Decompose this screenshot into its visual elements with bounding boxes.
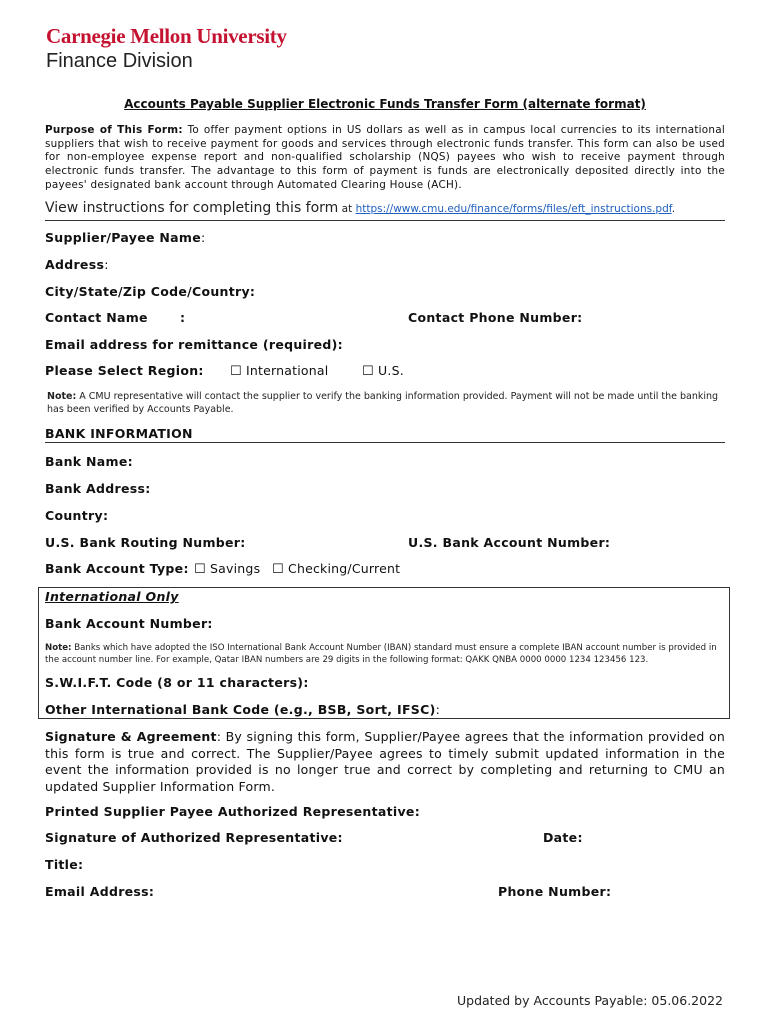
account-type-label: Bank Account Type: (45, 561, 189, 576)
signature-field[interactable]: Signature of Authorized Representative: (45, 830, 343, 845)
supplier-payee-name-field[interactable]: Supplier/Payee Name: (45, 230, 206, 245)
us-account-number-field[interactable]: U.S. Bank Account Number: (408, 535, 611, 550)
email-remittance-field[interactable]: Email address for remittance (required): (45, 337, 343, 352)
savings-checkbox[interactable]: ☐ Savings (194, 561, 261, 577)
swift-code-field[interactable]: S.W.I.F.T. Code (8 or 11 characters): (45, 675, 309, 690)
instructions-period: . (671, 203, 676, 215)
city-state-zip-field[interactable]: City/State/Zip Code/Country: (45, 284, 256, 299)
bank-info-divider (45, 442, 725, 443)
phone-number-field[interactable]: Phone Number: (498, 884, 612, 899)
bank-info-heading: BANK INFORMATION (45, 426, 193, 441)
iban-note: Note: Banks which have adopted the ISO International Bank Account Number (IBAN) standard must ensure a complete IBAN account number is provided in the account number line. For example, Qatar IBAN numbers are 29 digits in the following format: QAKK QNBA 0000 0000 1234 123456 123. (45, 643, 717, 665)
purpose-text: To offer payment options in US dollars as well as in campus local currencies to its international suppliers that wish to receive payment for goods and services through electronic funds transfer. This form can also be used for non-employee expense report and non-qualified scholarship (NQS) payees who wish to receive payment through electronic funds transfer. The advantage to this form of payment is funds are electronically deposited directly into the payees' designated bank account through Automated Clearing House (ACH). (45, 124, 726, 191)
finance-division-label: Finance Division (46, 50, 193, 72)
signature-agreement-paragraph (45, 729, 725, 796)
updated-footer: Updated by Accounts Payable: 05.06.2022 (457, 993, 723, 1008)
checkbox-icon: ☐ (230, 364, 242, 379)
purpose-label: Purpose of This Form: (45, 124, 183, 136)
other-bank-code-field[interactable]: Other International Bank Code (e.g., BSB, Sort, IFSC): (45, 702, 441, 717)
date-field[interactable]: Date: (543, 830, 583, 845)
instructions-line (45, 200, 675, 216)
agreement-label: Signature & Agreement (45, 729, 217, 744)
agreement-text: : By signing this form, Supplier/Payee agrees that the information provided on this form is true and correct. The Supplier/Payee agrees to timely submit updated information in the event the information provided is no longer true and correct by completing and returning to CMU an updated Supplier Information Form. (45, 729, 726, 795)
instructions-link[interactable]: https://www.cmu.edu/finance/forms/files/eft_instructions.pdf (355, 203, 672, 215)
intl-account-number-field[interactable]: Bank Account Number: (45, 616, 213, 631)
region-label: Please Select Region: (45, 363, 204, 378)
instructions-at: at (338, 203, 356, 215)
checkbox-icon: ☐ (194, 562, 206, 577)
contact-phone-field[interactable]: Contact Phone Number: (408, 310, 583, 325)
address-field[interactable]: Address: (45, 257, 109, 272)
instructions-divider (45, 220, 725, 221)
email-address-field[interactable]: Email Address: (45, 884, 155, 899)
verification-note: Note: A CMU representative will contact the supplier to verify the banking information provided. Payment will not be made until the banking has been verified by Accounts Payable. (47, 391, 719, 415)
cmu-logo: Carnegie Mellon University (46, 24, 287, 48)
purpose-paragraph (45, 124, 725, 193)
form-title: Accounts Payable Supplier Electronic Funds Transfer Form (alternate format) (124, 97, 646, 111)
region-international-checkbox[interactable]: ☐ International (230, 363, 329, 379)
checking-checkbox[interactable]: ☐ Checking/Current (272, 561, 401, 577)
instructions-text: View instructions for completing this form (45, 200, 339, 216)
bank-address-field[interactable]: Bank Address: (45, 481, 151, 496)
country-field[interactable]: Country: (45, 508, 109, 523)
region-us-checkbox[interactable]: ☐ U.S. (362, 363, 404, 379)
bank-name-field[interactable]: Bank Name: (45, 454, 133, 469)
international-only-heading: International Only (45, 589, 179, 604)
printed-representative-field[interactable]: Printed Supplier Payee Authorized Representative: (45, 804, 420, 819)
checkbox-icon: ☐ (362, 364, 374, 379)
routing-number-field[interactable]: U.S. Bank Routing Number: (45, 535, 246, 550)
checkbox-icon: ☐ (272, 562, 284, 577)
title-field[interactable]: Title: (45, 857, 84, 872)
contact-name-field[interactable]: Contact Name (45, 310, 148, 325)
contact-name-colon: : (180, 310, 186, 325)
